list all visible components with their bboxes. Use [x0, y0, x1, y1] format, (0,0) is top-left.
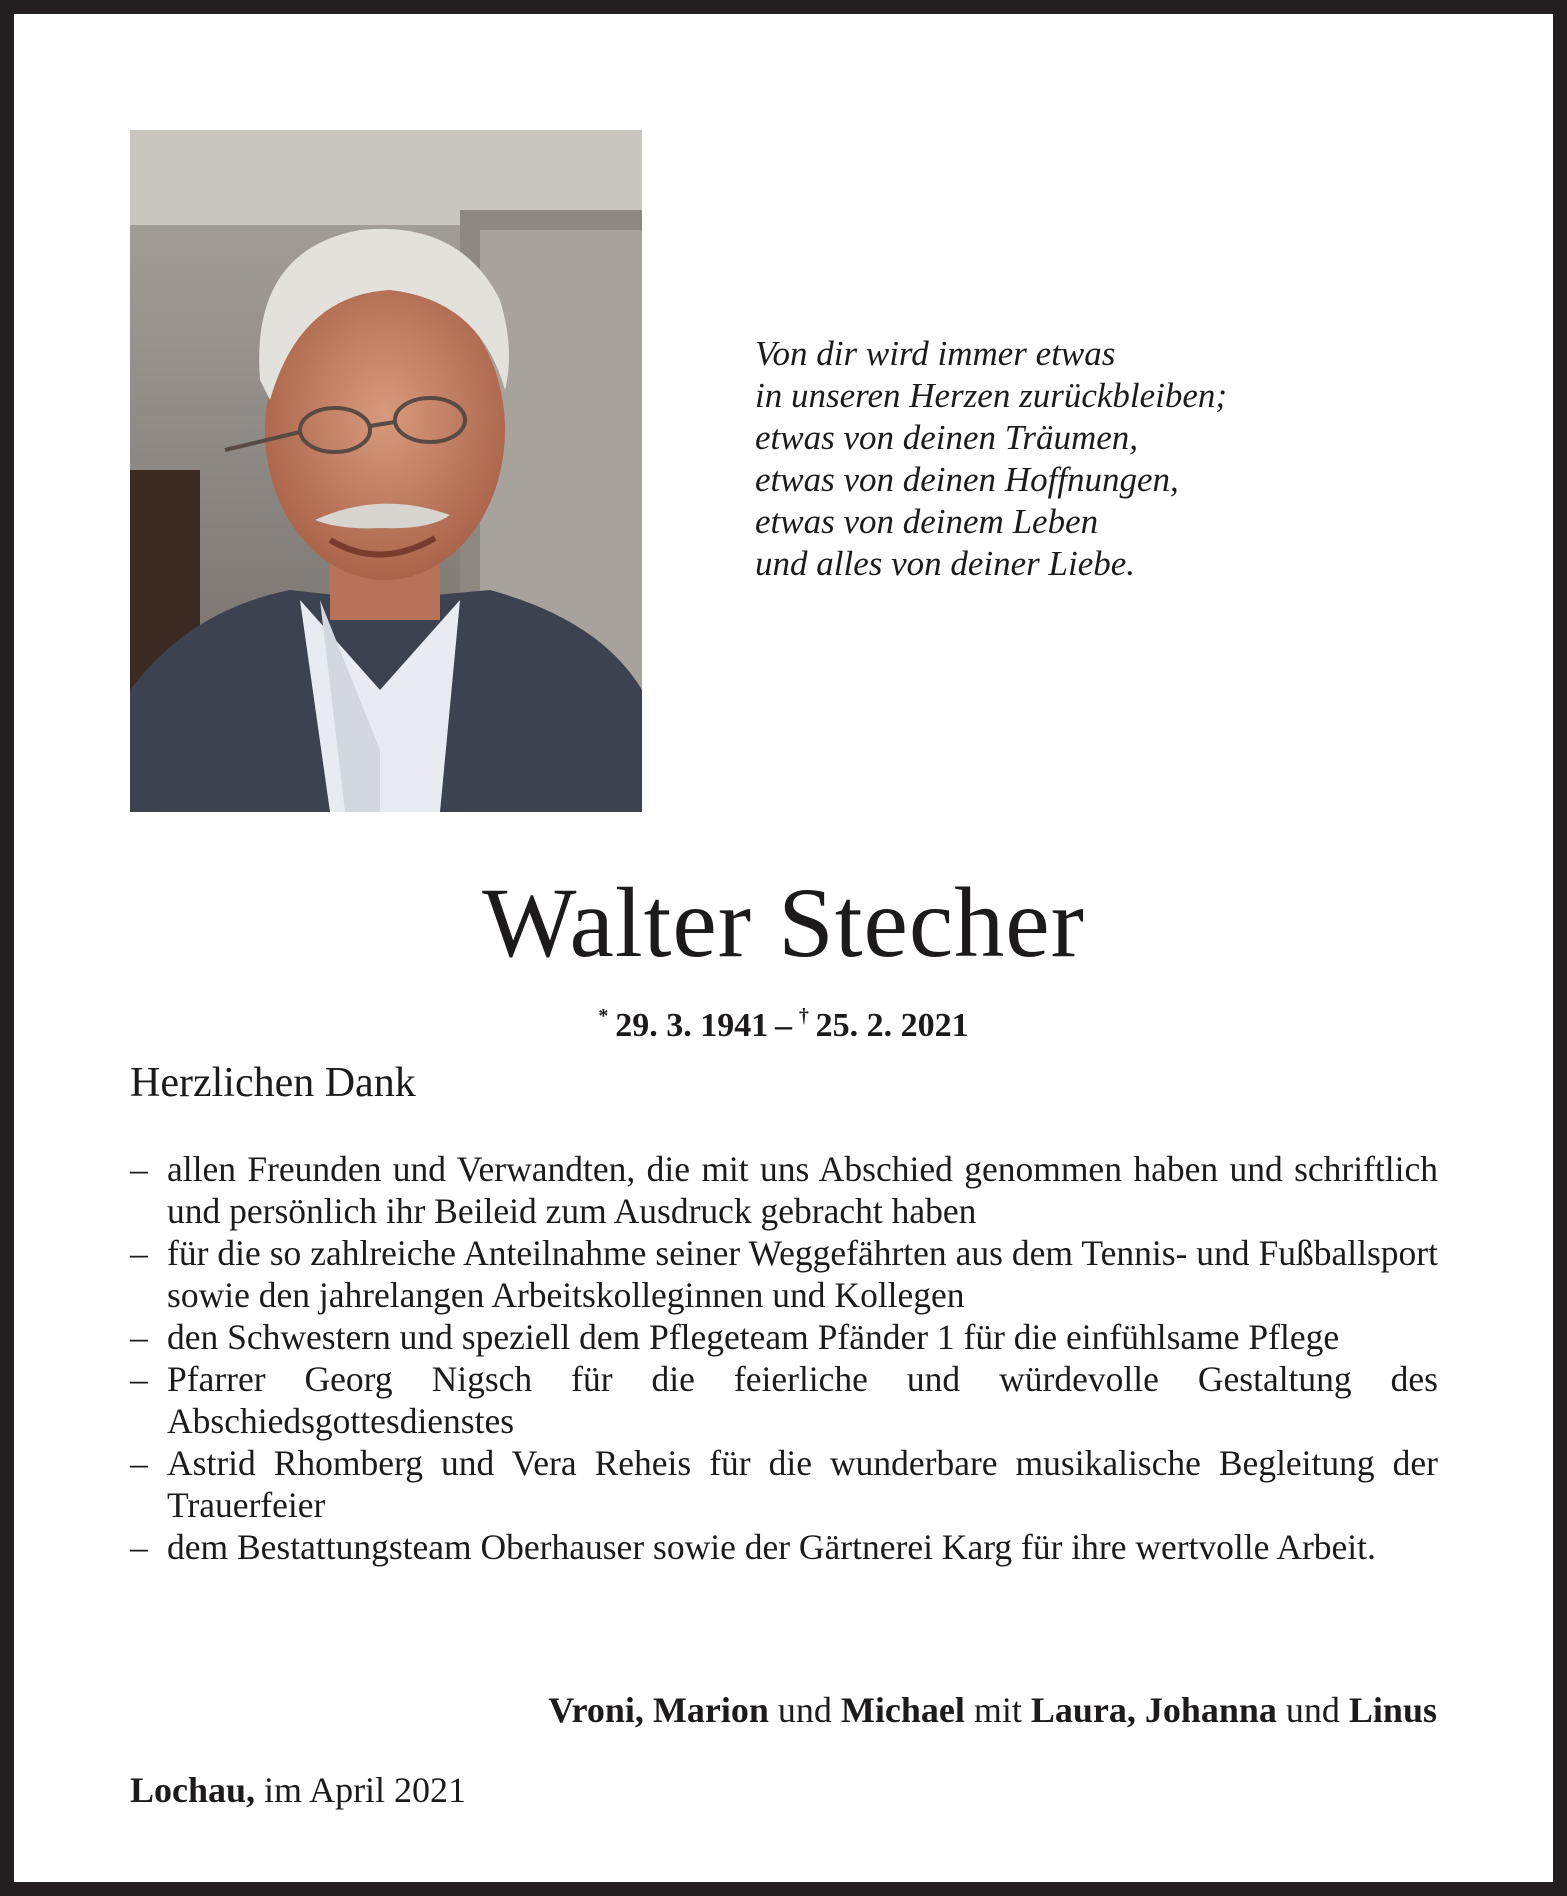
list-dash: –: [130, 1359, 148, 1399]
deceased-name: Walter Stecher: [482, 867, 1085, 978]
family-signatures: [548, 1688, 1437, 1732]
list-dash: –: [130, 1317, 148, 1357]
signature-names: Michael: [840, 1690, 965, 1730]
list-dash: –: [130, 1527, 148, 1567]
date-separator: –: [775, 1007, 792, 1044]
list-dash: –: [130, 1443, 148, 1483]
list-item: [130, 1526, 1438, 1568]
list-item: [130, 1316, 1438, 1358]
list-item-text: Pfarrer Georg Nigsch für die feierliche und würdevolle Gestaltung des Abschiedsgottesdienstes: [167, 1359, 1438, 1441]
portrait-photo: [130, 130, 642, 812]
poem-line: und alles von deiner Liebe.: [755, 544, 1136, 583]
list-item-text: den Schwestern und speziell dem Pflegeteam Pfänder 1 für die einfühlsame Pflege: [167, 1317, 1340, 1357]
list-item-text: allen Freunden und Verwandten, die mit uns Abschied genommen haben und schriftlich und persönlich ihr Beileid zum Ausdruck gebracht haben: [167, 1149, 1438, 1231]
thanks-heading: Herzlichen Dank: [130, 1060, 416, 1106]
birth-date: 29. 3. 1941: [615, 1007, 769, 1044]
portrait-icon: [130, 130, 642, 812]
list-dash: –: [130, 1149, 148, 1189]
list-item: [130, 1442, 1438, 1526]
place-town: Lochau,: [130, 1770, 256, 1810]
signature-conjunction: und: [777, 1690, 832, 1730]
signature-names: Vroni, Marion: [548, 1690, 769, 1730]
memorial-poem: [755, 333, 1455, 585]
signature-names: Laura, Johanna: [1030, 1690, 1277, 1730]
poem-line: Von dir wird immer etwas: [755, 334, 1116, 373]
list-item-text: für die so zahlreiche Anteilnahme seiner Weggefährten aus dem Tennis- und Fußballsport sowie den jahrelangen Arbeitskolleginnen und Kollegen: [167, 1233, 1438, 1315]
death-symbol: †: [798, 1005, 809, 1027]
list-item: [130, 1232, 1438, 1316]
birth-symbol: *: [598, 1005, 609, 1027]
place-and-date: [130, 1768, 466, 1812]
signature-conjunction: und: [1285, 1690, 1340, 1730]
list-dash: –: [130, 1233, 148, 1273]
signature-names: Linus: [1348, 1690, 1437, 1730]
death-date: 25. 2. 2021: [815, 1007, 969, 1044]
thanks-list: [130, 1148, 1438, 1568]
list-item-text: dem Bestattungsteam Oberhauser sowie der Gärtnerei Karg für ihre wertvolle Arbeit.: [167, 1527, 1376, 1567]
poem-line: etwas von deinen Träumen,: [755, 418, 1139, 457]
list-item: [130, 1358, 1438, 1442]
poem-line: etwas von deinem Leben: [755, 502, 1099, 541]
poem-line: in unseren Herzen zurückbleiben;: [755, 376, 1228, 415]
list-item-text: Astrid Rhomberg und Vera Reheis für die wunderbare musikalische Begleitung der Trauerfeier: [167, 1443, 1438, 1525]
poem-line: etwas von deinen Hoffnungen,: [755, 460, 1179, 499]
life-dates: [0, 994, 1567, 1048]
signature-conjunction: mit: [973, 1690, 1022, 1730]
list-item: [130, 1148, 1438, 1232]
place-date: im April 2021: [264, 1770, 467, 1810]
